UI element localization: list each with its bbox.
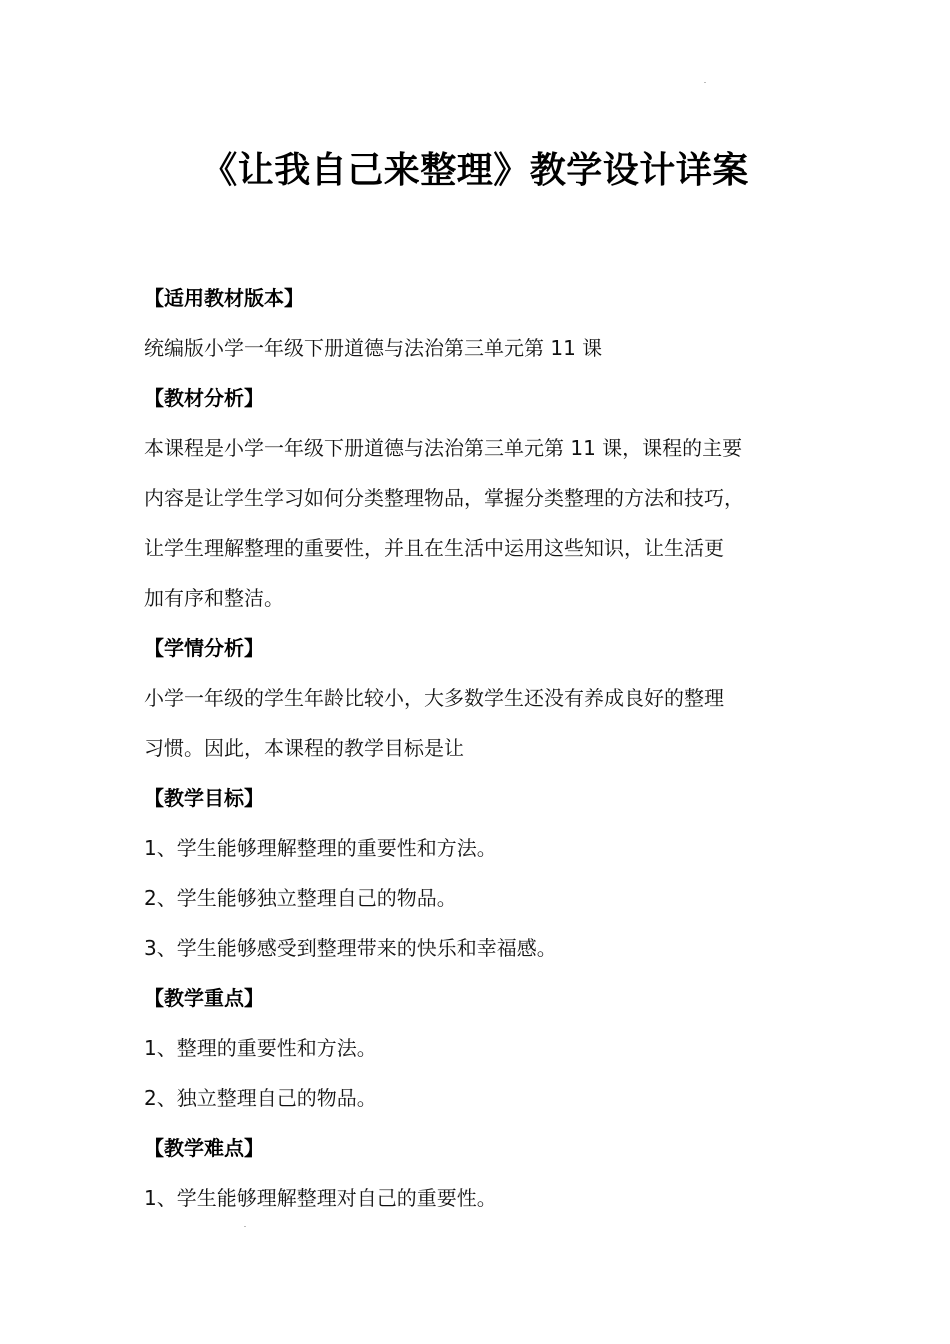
section-paragraph: [144, 323, 834, 373]
section-heading: 【学情分析】: [144, 636, 264, 660]
section-paragraph: [144, 1023, 834, 1123]
section-heading: 【教学重点】: [144, 986, 264, 1010]
section-paragraph: [144, 423, 834, 623]
paragraph-line: 1、整理的重要性和方法。: [144, 1036, 377, 1060]
document-title: 《让我自己来整理》教学设计详案: [201, 150, 749, 191]
section-paragraph: [144, 673, 834, 773]
paragraph-line: 习惯。因此，本课程的教学目标是让: [144, 736, 464, 760]
paragraph-line: 统编版小学一年级下册道德与法治第三单元第 11 课: [144, 336, 603, 360]
section-heading: 【教学难点】: [144, 1136, 264, 1160]
paragraph-line: 1、学生能够理解整理对自己的重要性。: [144, 1186, 497, 1210]
paragraph-line: 3、学生能够感受到整理带来的快乐和幸福感。: [144, 936, 557, 960]
paragraph-line: 2、独立整理自己的物品。: [144, 1086, 377, 1110]
section-paragraph: [144, 1173, 834, 1223]
paragraph-line: 小学一年级的学生年龄比较小，大多数学生还没有养成良好的整理: [144, 686, 724, 710]
section-heading: 【教材分析】: [144, 386, 264, 410]
section-paragraph: [144, 823, 834, 973]
document-body: [144, 282, 834, 1214]
paragraph-line: 本课程是小学一年级下册道德与法治第三单元第 11 课，课程的主要: [144, 436, 743, 460]
section-heading: 【教学目标】: [144, 786, 264, 810]
paragraph-line: 1、学生能够理解整理的重要性和方法。: [144, 836, 497, 860]
scan-speck: [244, 1226, 246, 1227]
scan-speck: [704, 82, 706, 83]
paragraph-line: 让学生理解整理的重要性，并且在生活中运用这些知识，让生活更: [144, 536, 724, 560]
paragraph-line: 2、学生能够独立整理自己的物品。: [144, 886, 457, 910]
paragraph-line: 加有序和整洁。: [144, 586, 284, 610]
section-heading: 【适用教材版本】: [144, 286, 304, 310]
paragraph-line: 内容是让学生学习如何分类整理物品，掌握分类整理的方法和技巧，: [144, 486, 744, 510]
